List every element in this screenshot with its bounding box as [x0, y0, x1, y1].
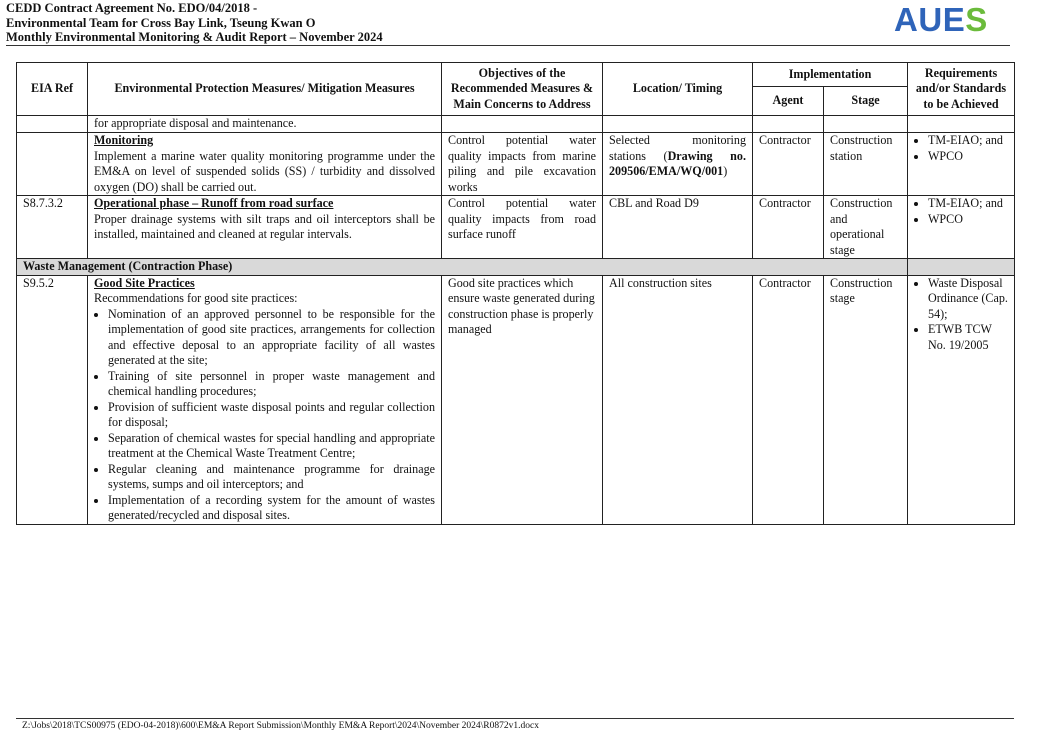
- practices-list: [94, 307, 435, 524]
- col-requirements: Requirements and/or Standards to be Achieved: [908, 63, 1015, 116]
- col-location: Location/ Timing: [603, 63, 753, 116]
- continuation-text: for appropriate disposal and maintenance.: [88, 116, 442, 133]
- eia-ref: [17, 133, 88, 196]
- measure-text: Proper drainage systems with silt traps and oil interceptors shall be installed, maintained and cleaned at regular intervals.: [94, 211, 435, 241]
- footer-divider: [16, 718, 1014, 719]
- eia-ref: S8.7.3.2: [17, 196, 88, 259]
- list-item: • Nomination of an approved personnel to be responsible for the implementation of good site practices, arrangements for collection and effective deposal to an appropriate facility of all wastes generated at the site;: [108, 307, 435, 369]
- list-item: • ETWB TCW No. 19/2005: [928, 322, 1008, 353]
- agent-text: Contractor: [753, 196, 824, 259]
- table-row: [17, 116, 1015, 133]
- location-text: Selected monitoring stations (Drawing no. 209506/EMA/WQ/001): [603, 133, 753, 196]
- header-line-report: Monthly Environmental Monitoring & Audit Report – November 2024: [6, 30, 383, 44]
- location-text: All construction sites: [603, 275, 753, 524]
- report-header: [6, 1, 383, 45]
- table-row: [17, 275, 1015, 524]
- list-item: • TM-EIAO; and: [928, 133, 1008, 149]
- stage-text: Construction and operational stage: [824, 196, 908, 259]
- measure-heading: Good Site Practices: [94, 275, 195, 290]
- objective-text: Control potential water quality impacts from road surface runoff: [442, 196, 603, 259]
- measure-intro: Recommendations for good site practices:: [94, 291, 298, 305]
- objective-text: Control potential water quality impacts from marine piling and pile excavation works: [442, 133, 603, 196]
- list-item: • Separation of chemical wastes for special handling and appropriate treatment at the Chemical Waste Treatment Centre;: [108, 431, 435, 462]
- col-objectives: Objectives of the Recommended Measures & Main Concerns to Address: [442, 63, 603, 116]
- list-item: • Implementation of a recording system for the amount of wastes generated/recycled and disposal sites.: [108, 493, 435, 524]
- requirements-list: [914, 276, 1008, 354]
- list-item: • WPCO: [928, 149, 1008, 165]
- header-divider: [6, 45, 1010, 46]
- footer-file-path: Z:\Jobs\2018\TCS00975 (EDO-04-2018)\600\EM&A Report Submission\Monthly EM&A Report\2024\November 2024\R0872v1.docx: [22, 721, 539, 731]
- objective-text: Good site practices which ensure waste generated during construction phase is properly managed: [442, 275, 603, 524]
- list-item: • Regular cleaning and maintenance programme for drainage systems, sumps and oil interceptors; and: [108, 462, 435, 493]
- section-header-row: [17, 259, 1015, 276]
- measure-heading: Monitoring: [94, 133, 154, 147]
- table-row: [17, 133, 1015, 196]
- stage-text: Construction station: [824, 133, 908, 196]
- location-text: CBL and Road D9: [603, 196, 753, 259]
- mitigation-measures-table: [16, 62, 1015, 525]
- measure-text: Implement a marine water quality monitoring programme under the EM&A on level of suspended solids (SS) / turbidity and dissolved oxygen (DO) shall be carried out.: [94, 148, 435, 194]
- requirements-list: [914, 196, 1008, 227]
- header-line-contract: CEDD Contract Agreement No. EDO/04/2018 -: [6, 1, 258, 15]
- requirements-list: [914, 133, 1008, 164]
- header-line-team: Environmental Team for Cross Bay Link, Tseung Kwan O: [6, 15, 316, 30]
- list-item: • WPCO: [928, 212, 1008, 228]
- col-implementation: Implementation: [753, 63, 908, 87]
- col-eia-ref: EIA Ref: [17, 63, 88, 116]
- col-measures: Environmental Protection Measures/ Mitigation Measures: [88, 63, 442, 116]
- measure-heading: Operational phase – Runoff from road surface: [94, 196, 334, 210]
- list-item: • Waste Disposal Ordinance (Cap. 54);: [928, 276, 1008, 323]
- col-agent: Agent: [753, 87, 824, 116]
- list-item: • Training of site personnel in proper waste management and chemical handling procedures;: [108, 369, 435, 400]
- list-item: • Provision of sufficient waste disposal points and regular collection for disposal;: [108, 400, 435, 431]
- stage-text: Construction stage: [824, 275, 908, 524]
- agent-text: Contractor: [753, 133, 824, 196]
- col-stage: Stage: [824, 87, 908, 116]
- table-row: [17, 196, 1015, 259]
- eia-ref: S9.5.2: [17, 275, 88, 524]
- section-title: Waste Management (Contraction Phase): [17, 259, 908, 276]
- list-item: • TM-EIAO; and: [928, 196, 1008, 212]
- aues-logo: AUES: [894, 1, 988, 38]
- agent-text: Contractor: [753, 275, 824, 524]
